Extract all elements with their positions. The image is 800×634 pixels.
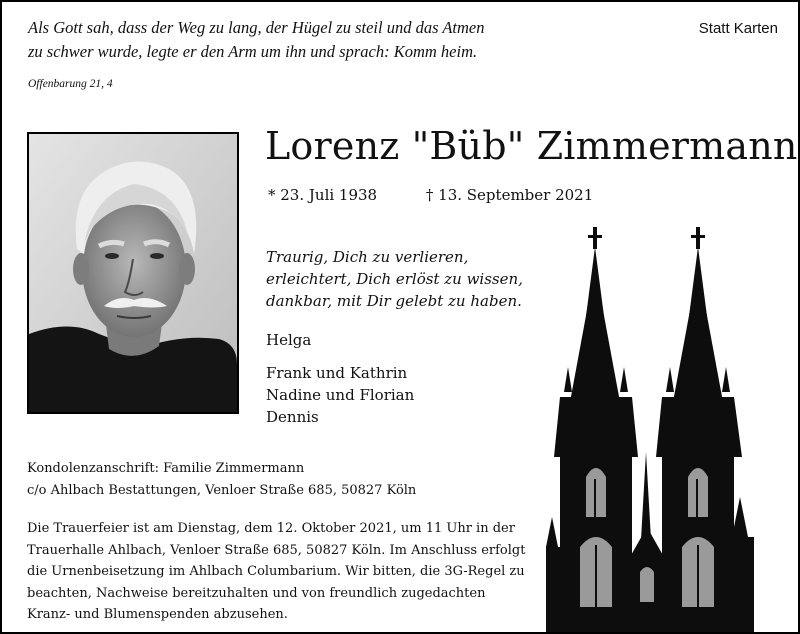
mourner: Frank und Kathrin: [266, 364, 408, 382]
poem-line: erleichtert, Dich erlöst zu wissen,: [266, 270, 523, 288]
deceased-name: Lorenz "Büb" Zimmermann: [265, 124, 798, 168]
opening-quote: [28, 16, 588, 64]
quote-line-2: zu schwer wurde, legte er den Arm um ihn und sprach: Komm heim.: [28, 42, 478, 61]
poem-line: dankbar, mit Dir gelebt zu haben.: [266, 292, 522, 310]
service-line: beachten, Nachweise bereitzuhalten und von freundlich zugedachten: [27, 585, 486, 601]
service-line: Trauerhalle Ahlbach, Venloer Straße 685, 50827 Köln. Im Anschluss erfolgt: [27, 542, 526, 558]
poem-line: Traurig, Dich zu verlieren,: [266, 248, 469, 266]
mourning-poem: [266, 246, 523, 312]
condolence-address: [27, 458, 416, 502]
mourner: Nadine und Florian: [266, 386, 415, 404]
mourner: Dennis: [266, 408, 319, 426]
birth-date: * 23. Juli 1938: [268, 186, 378, 204]
life-dates: [268, 186, 593, 204]
condolence-line: Kondolenzanschrift: Familie Zimmermann: [27, 461, 305, 476]
mourner-primary: Helga: [266, 331, 312, 349]
cologne-cathedral-silhouette: [542, 227, 772, 634]
condolence-line: c/o Ahlbach Bestattungen, Venloer Straße 685, 50827 Köln: [27, 483, 417, 498]
quote-line-1: Als Gott sah, dass der Weg zu lang, der Hügel zu steil und das Atmen: [28, 18, 485, 37]
service-line: Kranz- und Blumenspenden abzusehen.: [27, 607, 288, 622]
death-date: † 13. September 2021: [425, 186, 594, 204]
service-information: [27, 518, 537, 626]
portrait-illustration: [29, 134, 237, 412]
service-line: die Urnenbeisetzung im Ahlbach Columbarium. Wir bitten, die 3G-Regel zu: [27, 564, 525, 579]
portrait-photo: [27, 132, 239, 414]
mourners-list: [266, 329, 414, 428]
statt-karten-label: Statt Karten: [698, 20, 778, 37]
service-line: Die Trauerfeier ist am Dienstag, dem 12. Oktober 2021, um 11 Uhr in der: [27, 521, 515, 536]
quote-source: Offenbarung 21, 4: [28, 78, 113, 90]
